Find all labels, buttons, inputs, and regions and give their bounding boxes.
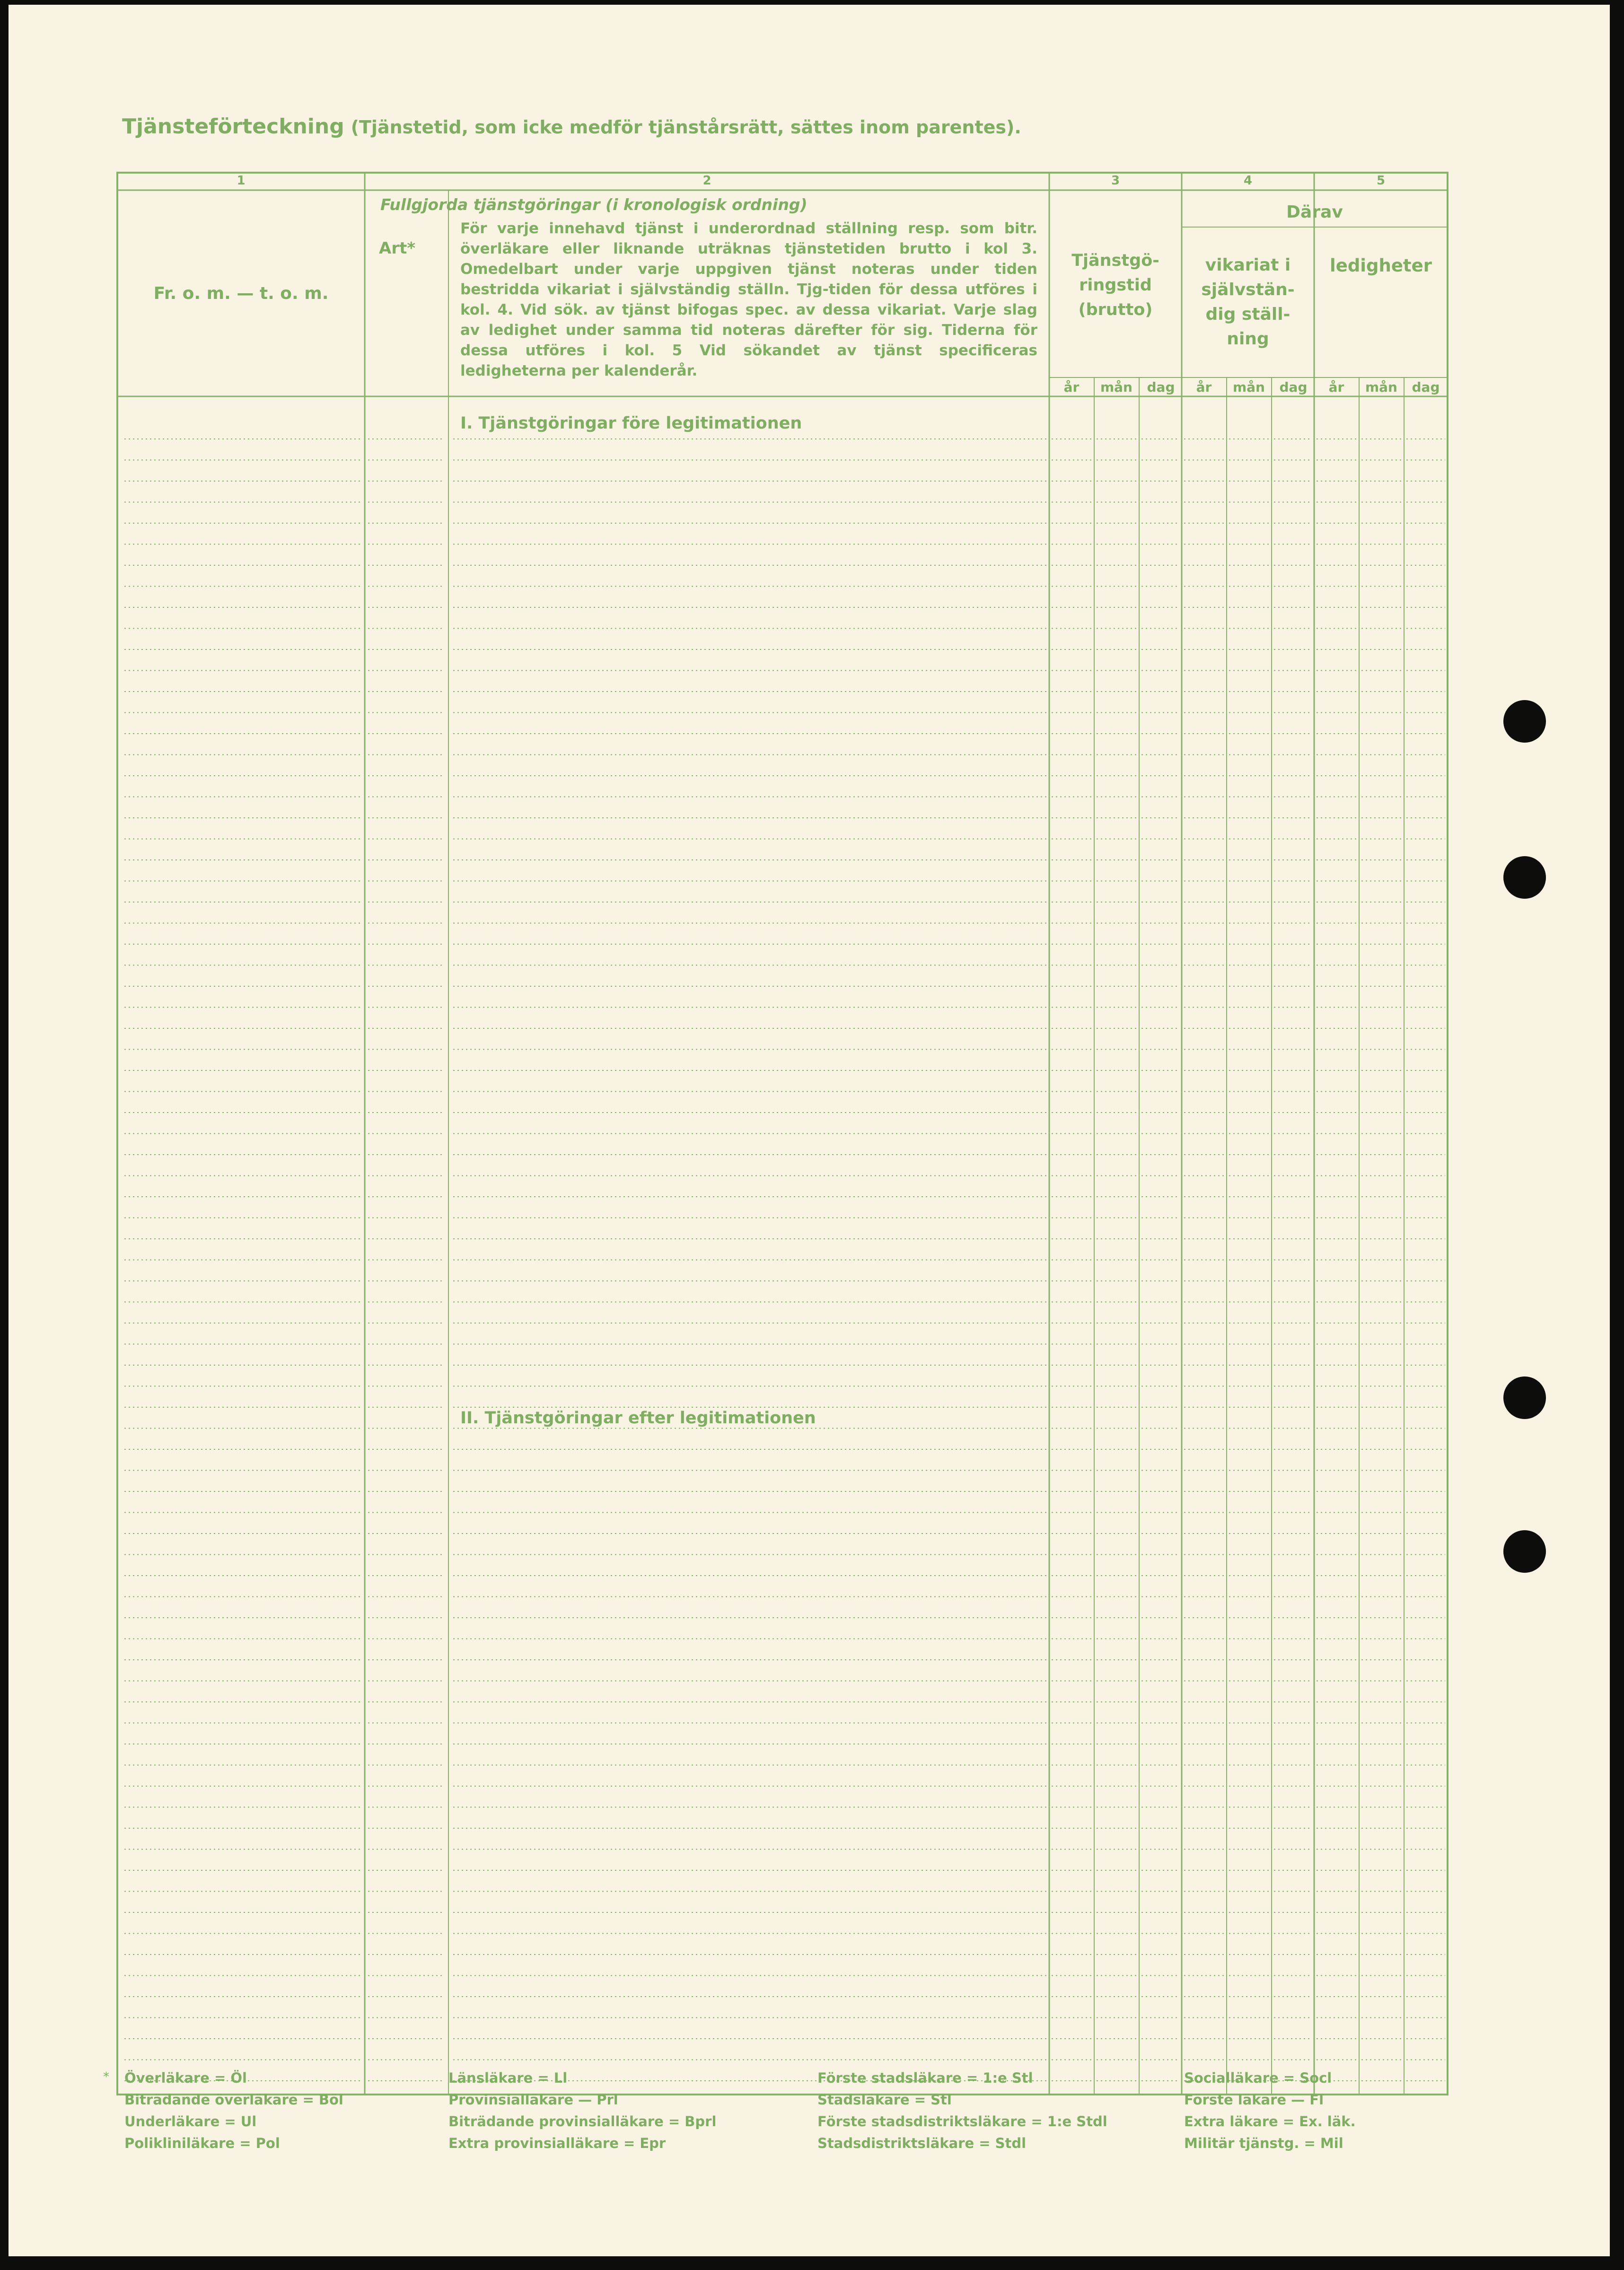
art-label: Art* [379, 239, 416, 258]
legend-item: Biträdande provinsialläkare = Bprl [448, 2113, 717, 2130]
service-time-line: Tjänstgö- [1071, 251, 1159, 270]
date-range-header: Fr. o. m. — t. o. m. [153, 284, 329, 303]
service-time-line: (brutto) [1078, 300, 1153, 319]
section-after-legitimation: II. Tjänstgöringar efter legitimationen [460, 1409, 816, 1428]
legend-item: Socialläkare = Socl [1184, 2070, 1332, 2086]
fulfilled-services-header: Fullgjorda tjänstgöringar (i kronologisk ordning) [380, 195, 808, 214]
legend-item: Militär tjänstg. = Mil [1184, 2135, 1343, 2151]
unit-label: dag [1279, 379, 1308, 395]
unit-label: år [1328, 379, 1344, 395]
col-number-1: 1 [237, 174, 246, 188]
legend-item: Underläkare = Ul [124, 2113, 257, 2130]
legend-item: Länsläkare = Ll [448, 2070, 568, 2086]
instructions-text: För varje innehavd tjänst i underordnad ställning resp. som bitr. överläkare eller liknande uträknas tjänstetiden brutto i kol 3. Omedelbart under varje uppgiven tjänst noteras under tiden bestridda vikariat i självständig ställn. Tjg-tiden för dessa utföres i kol. 4. Vid sök. av tjänst bifogas spec. av dessa vikariat. Varje slag av ledighet under samma tid noteras därefter för sig. Tiderna för dessa utföres i kol. 5 Vid sökandet av tjänst specificeras ledigheterna per kalenderår. [460, 220, 1037, 379]
service-time-header [1049, 248, 1182, 322]
col-number-2: 2 [702, 174, 711, 188]
legend-column [817, 2067, 1107, 2154]
title-note: (Tjänstetid, som icke medför tjänstårsrätt, sättes inom parentes). [351, 117, 1021, 138]
title-main: Tjänsteförteckning [122, 114, 344, 139]
unit-label: dag [1147, 379, 1175, 395]
legend-column [448, 2067, 716, 2154]
legend-column [1184, 2067, 1356, 2154]
legend-column [124, 2067, 343, 2154]
unit-label: år [1063, 379, 1080, 395]
ledigheter-header: ledigheter [1330, 255, 1432, 276]
unit-label: år [1196, 379, 1212, 395]
legend-item: Provinsialläkare — Prl [448, 2092, 618, 2108]
unit-label: dag [1412, 379, 1440, 395]
vikariat-line: självstän- [1201, 280, 1295, 299]
legend-item: Förste stadsläkare = 1:e Stl [817, 2070, 1033, 2086]
legend-item: Stadsläkare = Stl [817, 2092, 952, 2108]
col-number-4: 4 [1243, 174, 1253, 188]
legend-item: Extra läkare = Ex. läk. [1184, 2113, 1356, 2130]
legend-item: Överläkare = Öl [124, 2070, 247, 2086]
legend-item: Förste läkare — Fl [1184, 2092, 1324, 2108]
vikariat-line: vikariat i [1205, 255, 1291, 275]
vikariat-line: dig ställ- [1205, 305, 1290, 324]
legend-item: Polikliniläkare = Pol [124, 2135, 280, 2151]
col-number-5: 5 [1376, 174, 1386, 188]
col-number-3: 3 [1111, 174, 1120, 188]
form-sheet [9, 5, 1610, 2256]
unit-label: mån [1365, 379, 1397, 395]
footnote-marker: * [103, 2070, 109, 2084]
unit-label: mån [1232, 379, 1265, 395]
darav-header: Därav [1286, 202, 1343, 222]
service-time-line: ringstid [1079, 276, 1152, 295]
unit-label: mån [1100, 379, 1132, 395]
legend-item: Förste stadsdistriktsläkare = 1:e Stdl [817, 2113, 1107, 2130]
vikariat-line: ning [1227, 329, 1269, 349]
legend-item: Stadsdistriktsläkare = Stdl [817, 2135, 1027, 2151]
vikariat-header [1182, 253, 1314, 351]
legend-item: Extra provinsialläkare = Epr [448, 2135, 666, 2151]
legend-item: Biträdande överläkare = Böl [124, 2092, 343, 2108]
section-before-legitimation: I. Tjänstgöringar före legitimationen [460, 414, 802, 433]
